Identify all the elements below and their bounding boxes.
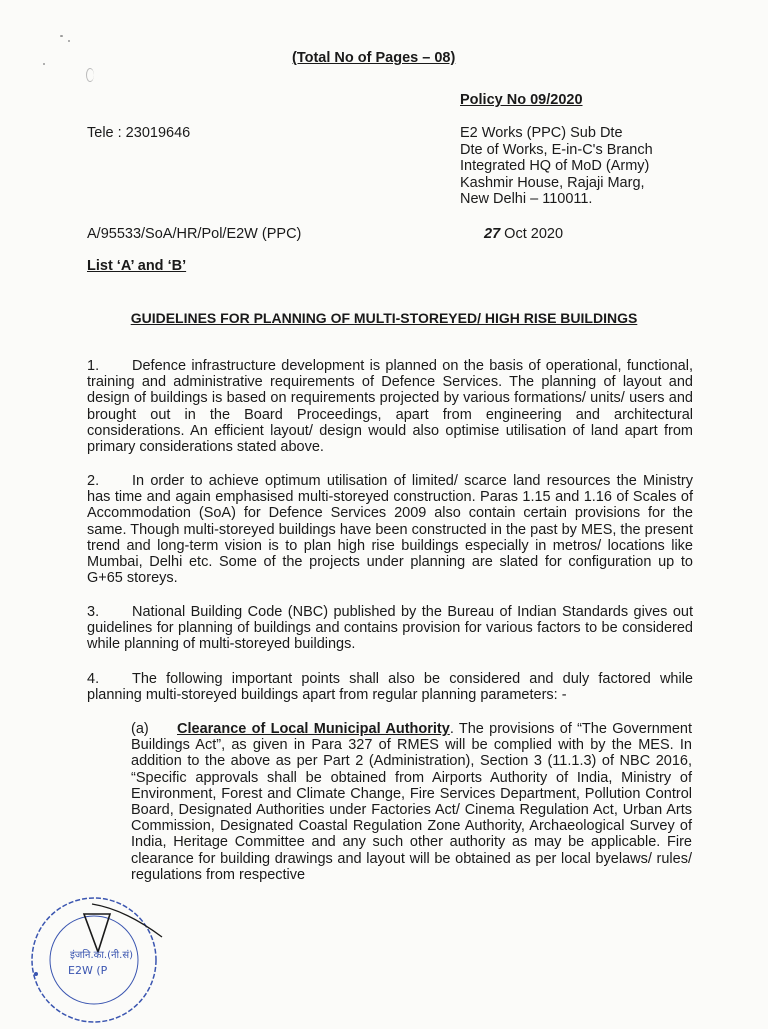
scan-speck	[86, 68, 94, 82]
sub-item-number: (a)	[131, 721, 149, 737]
sub-item-text: . The provisions of “The Government Buildings Act”, as given in Para 327 of RMES will be complied with by the MES. In addition to the above as per Part 2 (Administration), Section 3 (11.1.3) of NBC 2016, “Specific approvals shall be obtained from Airports Authority of India, Ministry of Environment, Forest and Climate Change, Fire Services Department, Pollution Control Board, Designated Authorities under Factories Act/ Cinema Regulation Act, Urban Arts Commission, Designated Coastal Regulation Zone Authority, Archaeological Survey of India, Heritage Committee and any such other authority as may be applicable. Fire clearance for building drawings and layout will be obtained as per local byelaws/ rules/ regulations from respective	[131, 721, 692, 883]
paragraph-2	[87, 473, 693, 586]
paragraph-1	[87, 358, 693, 455]
paragraph-4	[87, 671, 693, 703]
reference-number: A/95533/SoA/HR/Pol/E2W (PPC)	[87, 226, 302, 242]
sub-item-a	[131, 721, 692, 883]
paragraph-number: 1.	[87, 358, 100, 374]
date-month-year: Oct 2020	[504, 226, 564, 242]
document-title: GUIDELINES FOR PLANNING OF MULTI-STOREYED/ HIGH RISE BUILDINGS	[130, 310, 638, 326]
official-stamp	[22, 892, 172, 1029]
paragraph-number: 3.	[87, 604, 100, 620]
telephone: Tele : 23019646	[87, 125, 191, 141]
sub-item-heading: Clearance of Local Municipal Authority	[177, 721, 450, 737]
date	[484, 226, 563, 242]
paragraph-text: The following important points shall also be considered and duly factored while planning multi-storeyed buildings apart from regular planning parameters: -	[87, 671, 693, 704]
address-line: Kashmir House, Rajaji Marg,	[460, 174, 645, 191]
date-day: 27	[484, 226, 501, 242]
policy-number: Policy No 09/2020	[460, 92, 583, 108]
address-line: Integrated HQ of MoD (Army)	[460, 158, 650, 174]
scan-speck	[68, 40, 70, 42]
address-line: E2 Works (PPC) Sub Dte	[460, 125, 623, 141]
stamp-seal-icon	[22, 892, 172, 1024]
address-line: Dte of Works, E-in-C's Branch	[460, 141, 653, 158]
paragraph-3	[87, 604, 693, 653]
office-address	[460, 125, 653, 208]
distribution-list: List ‘A’ and ‘B’	[87, 258, 187, 274]
stamp-line-2: E2W (P	[68, 964, 108, 977]
stamp-line-1: इंजनि.का.(नी.सं)	[70, 950, 133, 961]
scan-speck	[60, 35, 63, 37]
total-pages: (Total No of Pages – 08)	[292, 50, 456, 66]
paragraph-text: In order to achieve optimum utilisation of limited/ scarce land resources the Ministry has time and again emphasised multi-storeyed construction. Paras 1.15 and 1.16 of Scales of Accommodation (SoA) for Defence Services 2009 also contain certain provisions for the same. Though multi-storeyed buildings have been constructed in the past by MES, the present trend and long-term vision is to plan high rise buildings especially in metros/ locations like Mumbai, Delhi etc. Some of the projects under planning are slated for configuration up to G+65 storeys.	[87, 473, 693, 587]
paragraph-text: National Building Code (NBC) published by the Bureau of Indian Standards gives out guidelines for planning of buildings and contains provision for various factors to be considered while planning of multi-storeyed buildings.	[87, 604, 693, 653]
paragraph-text: Defence infrastructure development is planned on the basis of operational, functional, training and administrative requirements of Defence Services. The planning of layout and design of buildings is based on requirements projected by various formations/ units/ users and brought out in the Board Proceedings, apart from engineering and architectural considerations. An efficient layout/ design would also optimise utilisation of land apart from primary considerations stated above.	[87, 358, 693, 456]
paragraph-number: 4.	[87, 671, 100, 687]
address-line: New Delhi – 110011.	[460, 191, 593, 207]
scan-speck	[43, 63, 45, 65]
paragraph-number: 2.	[87, 473, 100, 489]
